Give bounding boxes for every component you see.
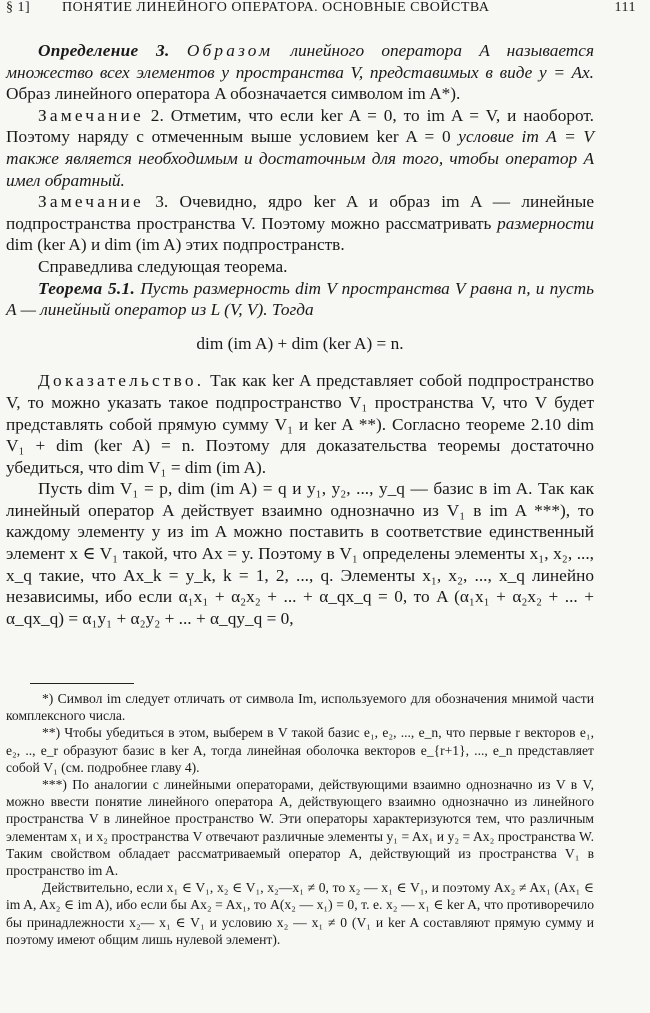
remark2-italic: условие im A = V также является необходимым и достаточным для того, чтобы оператор A имел обратный. — [6, 127, 594, 190]
footnote-3: ***) По аналогии с линейными операторами, действующими взаимно однозначно из V в V, можно ввести понятие линейного оператора A, действующего взаимно однозначно из линейного пространства V в линейное пространство W. Эти операторы характеризуются тем, что различным элементам x₁ и x₂ пространства V отвечают различные элементы y₁ = Ax₁ и y₂ = Ax₂ пространства W. Таким свойством обладает рассматриваемый оператор A, действующий из пространства V₁ в пространство im A. — [6, 777, 594, 879]
footnote-2: **) Чтобы убедиться в этом, выберем в V такой базис e₁, e₂, ..., e_n, что первые r векторов e₁, e₂, .., e_r образуют базис в ker A, тогда линейная оболочка векторов e_{r+1}, ..., e_n представляет собой V₁ (см. подробнее главу 4). — [6, 725, 594, 775]
definition-label: Определение 3. — [38, 41, 170, 60]
theorem-paragraph — [6, 278, 594, 321]
proof-label: Доказательство. — [38, 371, 205, 391]
theorem-label: Теорема 5.1. — [38, 278, 136, 298]
footnote-rule — [30, 683, 134, 684]
running-header — [0, 0, 650, 22]
chapter-title: ПОНЯТИЕ ЛИНЕЙНОГО ОПЕРАТОРА. ОСНОВНЫЕ СВОЙСТВА — [62, 0, 490, 15]
theorem-formula: dim (im A) + dim (ker A) = n. — [196, 333, 404, 353]
definition-spaced-word: Образом — [186, 41, 274, 60]
footnote-1: *) Символ im следует отличать от символа Im, используемого для обозначения мнимой части комплексного числа. — [6, 691, 594, 724]
remark3-paragraph — [6, 191, 594, 256]
footnote-3-continued: Действительно, если x₁ ∈ V₁, x₂ ∈ V₁, x₂—x₁ ≠ 0, то x₂ — x₁ ∈ V₁, и поэтому Ax₂ ≠ Ax₁ (Ax₁ ∈ im A, Ax₂ ∈ im A), ибо если бы Ax₂ = Ax₁, то A(x₂ — x₁) = 0, т. е. x₂ — x₁ ∈ ker A, что противоречило бы принадлежности x₂— x₁ ∈ V₁ и условию x₂ — x₁ ≠ 0 (V₁ и ker A составляют прямую сумму и поэтому имеют общим лишь нулевой элемент). — [6, 880, 594, 947]
remark2-label: Замечание — [38, 105, 144, 125]
proof-paragraph — [6, 370, 594, 478]
definition-paragraph — [6, 40, 594, 105]
remark2-text: 2. Отметим, что если ker A = 0, то im A = V, и наоборот. Поэтому наряду с отмеченным выше условием ker A = 0 — [6, 105, 594, 147]
section-number: § 1] — [6, 0, 31, 15]
main-text — [6, 40, 594, 629]
definition-italic: линейного оператора A называется множество всех элементов y пространства V, представимых в виде y = Ax. — [6, 41, 594, 82]
proof-paragraph-2: Пусть dim V₁ = p, dim (im A) = q и y₁, y₂, ..., y_q — базис в im A. Так как линейный оператор A действует взаимно однозначно из V₁ в im A ***), то каждому элементу y из im A можно поставить в соответствие единственный элемент x ∈ V₁ такой, что Ax = y. Поэтому в V₁ определены элементы x₁, x₂, ..., x_q такие, что Ax_k = y_k, k = 1, 2, ..., q. Элементы x₁, x₂, ..., x_q линейно независимы, ибо если α₁x₁ + α₂x₂ + ... + α_qx_q = 0, то A (α₁x₁ + α₂x₂ + ... + α_qx_q) = α₁y₁ + α₂y₂ + ... + α_qy_q = 0, — [6, 479, 594, 628]
remark3-label: Замечание — [38, 192, 144, 212]
proof-text: Так как ker A представляет собой подпространство V, то можно указать такое подпространство V₁ пространства V, что V будет представлять собой прямую сумму V₁ и ker A **). Согласно теореме 2.10 dim V₁ + dim (ker A) = n. Поэтому для доказательства теоремы достаточно убедиться, что dim V₁ = dim (im A). — [6, 371, 594, 477]
remark3-rest: dim (ker A) и dim (im A) этих подпространств. — [6, 235, 345, 255]
theorem-text: Пусть размерность dim V пространства V равна n, и пусть A — линейный оператор из L (V, V). Тогда — [6, 278, 594, 320]
footnotes — [6, 690, 594, 948]
definition-rest: Образ линейного оператора A обозначается символом im A*). — [6, 84, 461, 104]
remark2-paragraph — [6, 105, 594, 191]
page-number: 111 — [614, 0, 636, 15]
remark3-italic: размерности — [497, 213, 594, 233]
remark3-text: 3. Очевидно, ядро ker A и образ im A — линейные подпространства пространства V. Поэтому можно рассматривать — [6, 192, 595, 233]
theorem-intro: Справедлива следующая теорема. — [38, 256, 288, 276]
